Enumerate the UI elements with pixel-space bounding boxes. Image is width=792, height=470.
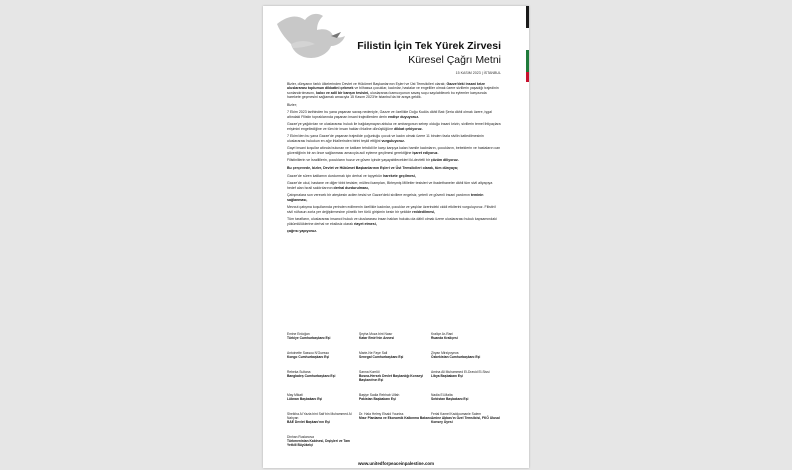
signer-name: Şeyha Moza bint Nasır [359, 332, 393, 336]
date-place: 15 KASIM 2023 | İSTANBUL [455, 71, 501, 75]
signer-name: Nadia El-Maita [431, 393, 453, 397]
signer-name: Rebeka Sultana [287, 370, 311, 374]
signer-name: Dinhan Ruslanova [287, 435, 314, 439]
p1-emphasis: endişe duyuyoruz. [387, 114, 420, 119]
signer-title: BAE Devlet Başkanı'nın Eşi [287, 420, 330, 424]
flag-stripe [526, 6, 529, 468]
signer-name: Antoinette Sassou N'Guesso [287, 351, 330, 355]
document-title: Filistin İçin Tek Yürek Zirvesi [357, 40, 501, 52]
signer [359, 393, 431, 401]
signer-title: Amine Abbas'ın Özel Temsilcisi, FKÖ Ulusal Konsey Üyesi [431, 416, 500, 424]
p10-emphasis: reddedilmesi, [412, 209, 436, 214]
signer-title: Kongo Cumhurbaşkanı Eşi [287, 355, 330, 359]
p4-emphasis: işaret ediyoruz. [412, 150, 439, 155]
paragraph-9 [287, 193, 501, 202]
p5-text: Filistinlilerin ve İsraillilerin, çocukların huzur ve güven içinde yaşayabilecekleri iki-devletli bir [287, 158, 430, 163]
dove-icon [271, 10, 353, 70]
signer [431, 412, 511, 424]
paragraph-4 [287, 146, 501, 155]
signer-title: Türkiye Cumhurbaşkanı Eşi [287, 336, 331, 340]
p8-emphasis: derhal durdurulması, [333, 185, 369, 190]
p1-text: 7 Ekim 2023 tarihinden bu yana yaşanan savaş nedeniyle, Gazze ve özellikle Doğu Kudüs dâhil Batı Şeria dâhil olmak üzere, işgal altındaki Filistin topraklarında yaşanan insani trajedilerden derin [287, 110, 492, 119]
paragraph-8 [287, 181, 501, 190]
document-page [263, 6, 529, 468]
signer [431, 351, 511, 359]
paragraph-12 [287, 229, 501, 233]
signer [359, 412, 431, 424]
signer-name: Dr. Hala Helmy Elsaid Youniss [359, 412, 404, 416]
signer-title: Katar Emiri'nin Annesi [359, 336, 395, 340]
signer-title: Bangladeş Cumhurbaşkanı Eşi [287, 374, 336, 378]
paragraph-11 [287, 217, 501, 226]
p11-emphasis: riayet etmesi, [354, 221, 377, 226]
signer [287, 370, 359, 382]
p8-text: Gazze'de okul, hastane ve diğer tıbbi tesisler, mülteci kampları, Birleşmiş Milletler tesisleri ve ibadethaneler dâhil tüm sivil altyapıya hedef alan İsrail saldırılarının [287, 181, 493, 190]
signer [431, 332, 511, 340]
signer [287, 435, 359, 447]
p3-text: 7 Ekim'den bu yana Gazze'de yaşanan trajedide çoğunluğu çocuk ve kadın olmak üzere 11 binden fazla sivilin katledilmesinin uluslararası hukukun en ağır ihlallerinden birini teşkil ettiğini [287, 134, 484, 143]
stripe-black [526, 6, 529, 28]
signer [359, 332, 431, 340]
intro-paragraph [287, 82, 501, 100]
signer [359, 351, 431, 359]
signer-title: Özbekistan Cumhurbaşkanı Eşi [431, 355, 481, 359]
signers-grid [287, 332, 511, 447]
signer-name: Sheikha Al Yazia bint Saif bin Muhammed Al Nahyan [287, 412, 352, 420]
signer-name: Ferial Kamel Kaddoumanie Salem [431, 412, 482, 416]
signer [287, 351, 359, 359]
signer-name: Emine Erdoğan [287, 332, 310, 336]
signer [431, 393, 511, 401]
paragraph-5 [287, 158, 501, 162]
signer-title: Sırbistan Başbakanı Eşi [431, 397, 469, 401]
p5-emphasis: çözüm diliyoruz. [430, 158, 459, 163]
signer [287, 412, 359, 424]
stripe-red [526, 72, 529, 82]
p2-emphasis: dikkat çekiyoruz. [394, 126, 423, 131]
signer-title: Mısır Planlama ve Ekonomik Kalkınma Bakanı [359, 416, 431, 420]
signer-name: Kraliçe Ar-Rani [431, 332, 453, 336]
p7-text: Gazze'de süren katliamın durdurmak için derhal ve topyekün [287, 173, 383, 178]
p6-emphasis: Bu çerçevede, bizler, Devlet ve Hükümet Başkanlarının Eşleri ve Üst Temsilcileri olarak, tüm dünyaya; [287, 166, 459, 170]
p11-text: Tüm tarafların, uluslararası insancıl hukuk ve uluslararası insan hakları hukuku da dâhil olmak üzere uluslararası hukuk kapsamındaki yükümlülüklerine derhal ve eksiksiz olarak [287, 217, 497, 226]
bizler-line: Bizler; [287, 102, 297, 107]
signer [287, 332, 359, 340]
paragraph-1 [287, 110, 501, 119]
stripe-white [526, 28, 529, 50]
p9-emphasis: teminin sağlanması, [287, 193, 484, 202]
signer-title: Libya Başbakanı Eşi [431, 374, 463, 378]
paragraph-6 [287, 166, 501, 170]
p3-emphasis: vurguluyoruz. [381, 138, 405, 143]
paragraph-3 [287, 134, 501, 143]
p9-text: Çatışmalara son verecek bir ateşkesin acilen tesisi ve Gazze'deki sivillere engelsiz, yeterli ve güvenli insani yardımın [287, 193, 470, 198]
p4-text: Gayri insani koşullar altında bulunan ve katliam tehdidi ile karşı karşıya kalan hamile kadınların, çocukların, bebeklerin ve hastaların can güvenliğinin bir an önce sağlanması amacıyla acil eyleme geçilmesi gerektiğine [287, 146, 501, 155]
signer-name: Başiye Sadia Rebhab Ulfah [359, 393, 400, 397]
signer-title: Senegal Cumhurbaşkanı Eşi [359, 355, 404, 359]
paragraph-7 [287, 174, 501, 178]
paragraph-10 [287, 205, 501, 214]
signer [359, 370, 431, 382]
declaration-body [287, 82, 501, 237]
p10-text: Mevcut çatışma koşullarında yerinden edilmenin özellikle kadınlar, çocuklar ve yaşlılar üzerindeki ciddi etkilerini vurguluyoruz. Filistin'i sivil nüfusun zorla yer değiştirmesine yönelik her türlü girişimin kesin bir şekilde [287, 205, 497, 214]
signer-title: Pakistan Başbakanı Eşi [359, 397, 396, 401]
paragraph-2 [287, 122, 501, 131]
intro-text: Bizler, dünyanın farklı ülkelerinden Devlet ve Hükümet Başkanlarının Eşleri ve Üst Temsilcileri olarak; [287, 82, 446, 86]
signer-name: Sanna Komlöi [359, 370, 380, 374]
intro-text-mid: ve bilhassa çocuklar, kadınlar, hastalar ve engelliler olmak üzere sivillerin yaşadığı trajedinin sonlandırılmasını, [287, 86, 499, 95]
stripe-green [526, 50, 529, 72]
signer-title: Türkmenistan Kabinesi, Dışişleri ve Tam Yetkili Büyükelçi [287, 439, 350, 447]
signer [287, 393, 359, 401]
p7-emphasis: harekete geçilmesi, [383, 173, 416, 178]
signer-name: Ziryan Mirziyoyeva [431, 351, 459, 355]
website-link[interactable]: www.unitedforpeaceinpalestine.com [358, 461, 434, 466]
signer-name: Marie-Ne Faye Sall [359, 351, 388, 355]
signer-name: Amina Ali Muhammed El-Dravid El-Sissi [431, 370, 490, 374]
document-subtitle: Küresel Çağrı Metni [408, 54, 501, 66]
p2-text: Gazze'ye yağdırılan ve uluslararası hukuk ile bağdaşmayan abluka ve ambargonun sebep olduğu insani krizin, sivillerin temel ihtiyaçlara erişimini engellediğine ve tüm bir insan hakları ihlaline dönüştüğüne [287, 122, 501, 131]
signer-title: Bosna-Hersek Devlet Başkanlığı Konseyi Başkanı'nın Eşi [359, 374, 424, 382]
signer-title: Lübnan Başbakanı Eşi [287, 397, 323, 401]
signer-name: May Mikati [287, 393, 303, 397]
signer [431, 370, 511, 382]
p12-emphasis: çağrısı yapıyoruz. [287, 229, 317, 234]
intro-emphasis-1: Gazze'deki insani krize uluslararası toplumun dikkatini çekmek [287, 82, 485, 91]
intro-text-end: uluslararası kamuoyunun savaş suçu sayılabilecek bu eylemler karşısında harekete geçmesini sağlamak amacıyla 15 Kasım 2023'te İstanbul'da bir araya geldik. [287, 90, 487, 100]
signer-title: Ruanda Kraliçesi [431, 336, 458, 340]
intro-emphasis-2: kalıcı ve adil bir barışın tesisini, [316, 90, 370, 95]
